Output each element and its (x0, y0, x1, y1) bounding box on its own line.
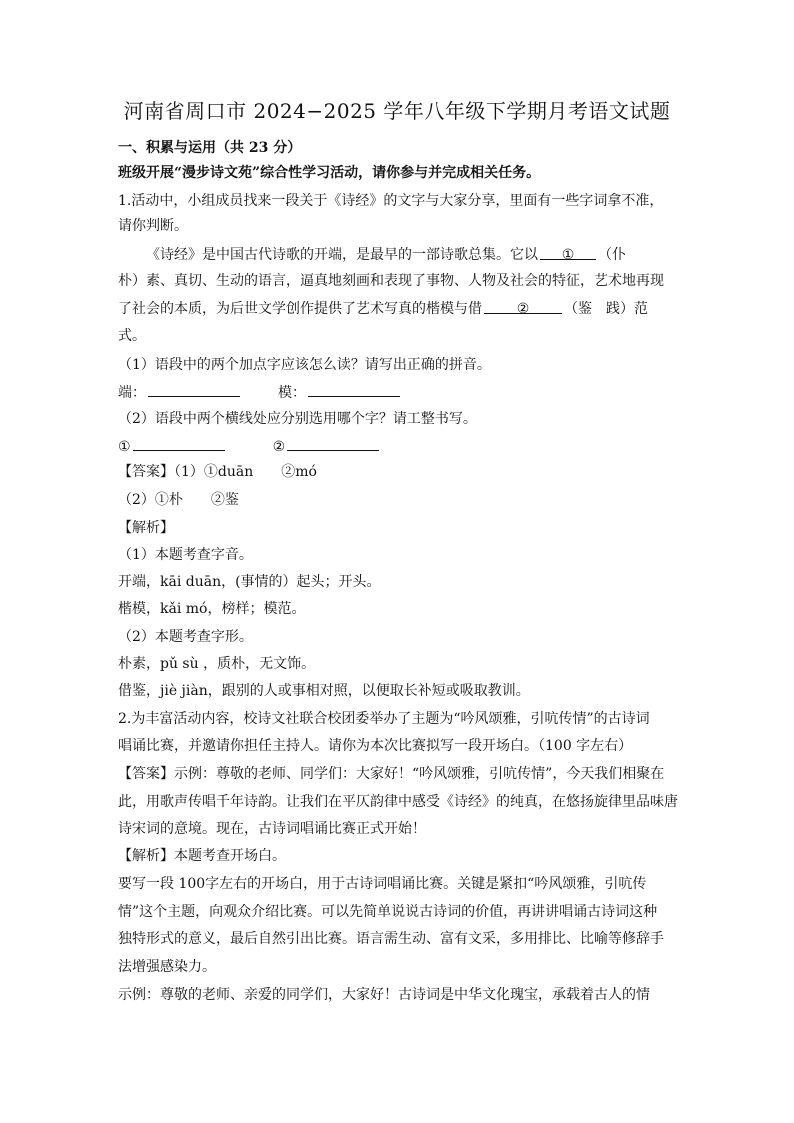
char-blank-2[interactable] (287, 436, 379, 451)
label-duan: 端： (118, 385, 146, 401)
analysis-line: 开端，kāi duān，(事情的）起头；开头。 (118, 574, 381, 590)
passage-line1 (146, 245, 678, 265)
sub-question-1: （1）语段中的两个加点字应该怎么读？请写出正确的拼音。 (118, 357, 491, 373)
char-blank-1[interactable] (133, 436, 225, 451)
char-answer-row (118, 436, 678, 457)
q2-answer-line3: 诗宋词的意境。现在，古诗词唱诵比赛正式开始！ (118, 821, 426, 837)
page-title: 河南省周口市 2024−2025 学年八年级下学期月考语文试题 (123, 99, 671, 123)
q2-answer-line2: 此，用歌声传唱千年诗韵。让我们在平仄韵律中感受《诗经》的纯真，在悠扬旋律里品味唐 (118, 794, 678, 810)
sub-question-2: （2）语段中两个横线处应分别选用哪个字？请工整书写。 (118, 411, 477, 427)
passage-line4: 式。 (118, 328, 146, 344)
section-heading: 一、积累与运用（共 23 分） (118, 140, 302, 156)
pinyin-answer-row (118, 382, 678, 403)
answer-1: 【答案】（1）①duān ②mó (118, 464, 317, 480)
q1-stem-line2: 请你判断。 (118, 218, 188, 234)
q2-analysis-line: 【解析】本题考查开场白。 (118, 848, 286, 864)
q1-stem-line1: 1.活动中，小组成员找来一段关于《诗经》的文字与大家分享，里面有一些字词拿不准， (118, 193, 664, 209)
analysis-line: （1）本题考查字音。 (118, 547, 253, 563)
analysis-line: 楷模，kǎi mó，榜样；模范。 (118, 601, 306, 617)
q2-analysis-line: 要写一段 100字左右的开场白，用于古诗词唱诵比赛。关键是紧扣“吟风颂雅，引吭传 (118, 876, 647, 892)
analysis-line: 朴素，pǔ sù ，质朴，无文饰。 (118, 656, 316, 672)
passage-text: （鉴 践）范 (564, 301, 648, 317)
analysis-line: 借鉴，jiè jiàn，跟别的人或事相对照，以便取长补短或吸取教训。 (118, 683, 530, 699)
q2-answer-line1: 【答案】示例：尊敬的老师、同学们：大家好！“吟风颂雅，引吭传情”，今天我们相聚在 (118, 766, 665, 782)
passage-line3 (118, 299, 678, 319)
label-circle-1: ① (118, 439, 131, 455)
label-circle-2: ② (272, 439, 286, 455)
label-mo: 模： (278, 385, 306, 401)
analysis-line: （2）本题考查字形。 (118, 629, 253, 645)
fill-blank-2[interactable]: ② (484, 299, 562, 314)
activity-intro: 班级开展“漫步诗文苑”综合性学习活动，请你参与并完成相关任务。 (118, 165, 541, 181)
q2-analysis-line: 独特形式的意义，最后自然引出比赛。语言需生动、富有文采，多用排比、比喻等修辞手 (118, 931, 664, 947)
pinyin-blank-mo[interactable] (308, 382, 400, 397)
passage-text: 《诗经》是中国古代诗歌的开端，是最早的一部诗歌总集。它以 (146, 247, 538, 263)
answer-2: （2）①朴 ②鉴 (118, 492, 239, 508)
fill-blank-1[interactable]: ① (540, 245, 596, 260)
q2-stem-line2: 唱诵比赛，并邀请你担任主持人。请你为本次比赛拟写一段开场白。（100 字左右） (118, 738, 633, 754)
q2-analysis-line: 示例：尊敬的老师、亲爱的同学们，大家好！古诗词是中华文化瑰宝，承载着古人的情 (118, 987, 650, 1003)
pinyin-blank-duan[interactable] (148, 382, 240, 397)
q2-stem-line1: 2.为丰富活动内容，校诗文社联合校团委举办了主题为“吟风颂雅，引吭传情”的古诗词 (118, 711, 650, 727)
q2-analysis-line: 情”这个主题，向观众介绍比赛。可以先简单说说古诗词的价值，再讲讲唱诵古诗词这种 (118, 904, 658, 920)
passage-text: 了社会的本质，为后世文学创作提供了艺术写真的楷模与借 (118, 301, 482, 317)
q2-analysis-line: 法增强感染力。 (118, 959, 216, 975)
passage-line2: 朴）素、真切、生动的语言，逼真地刻画和表现了事物、人物及社会的特征，艺术地再现 (118, 273, 664, 289)
passage-text: （仆 (598, 247, 626, 263)
analysis-label: 【解析】 (118, 520, 174, 536)
